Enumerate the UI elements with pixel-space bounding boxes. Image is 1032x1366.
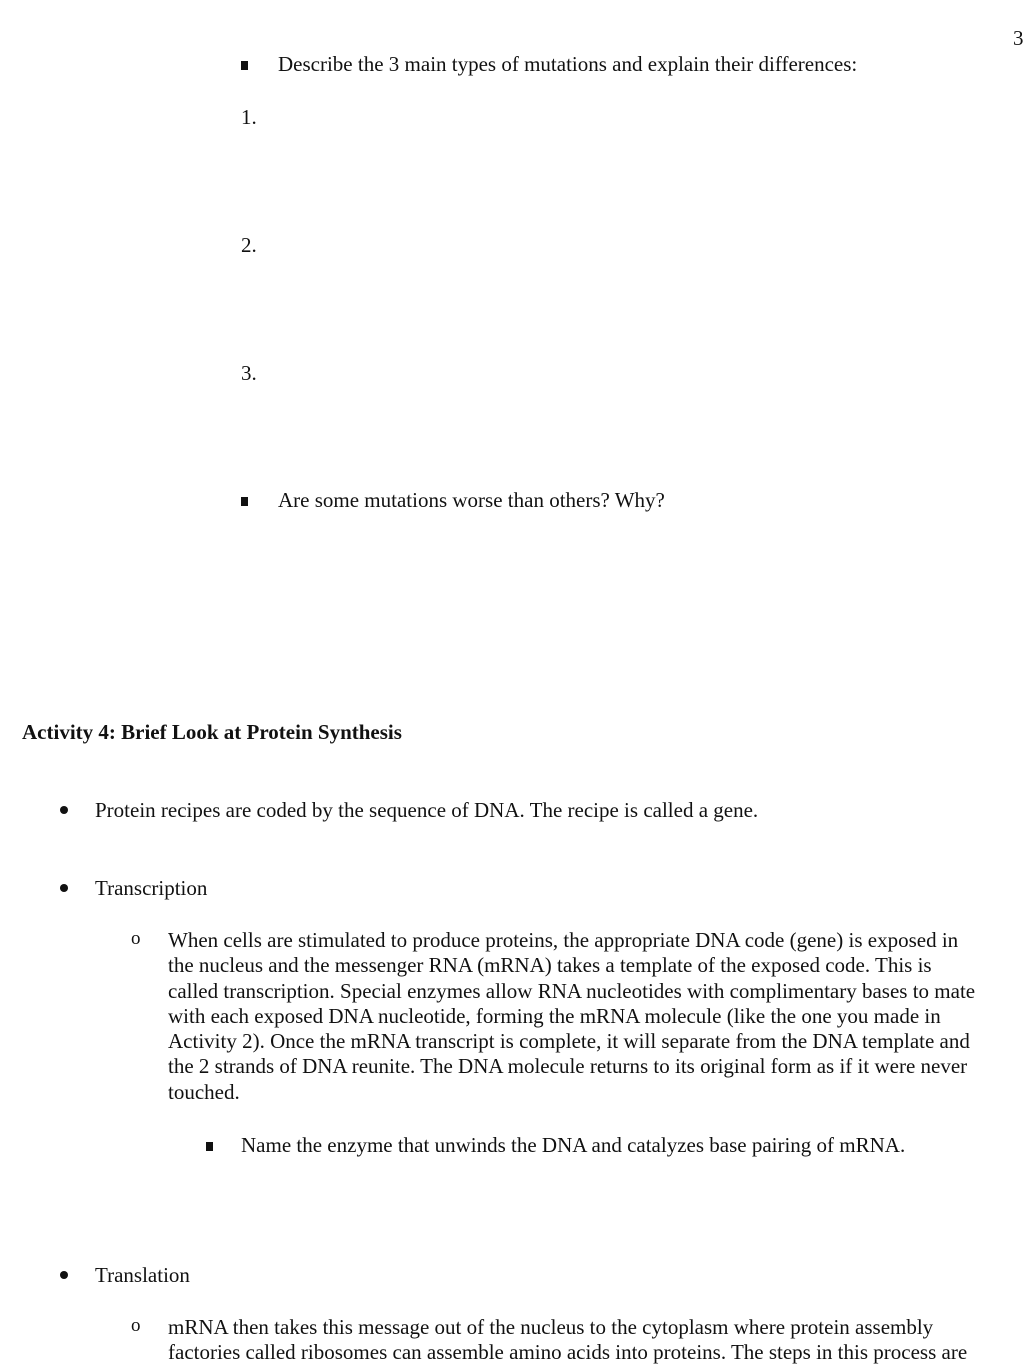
question-mutations-worse: Are some mutations worse than others? Why? (278, 488, 665, 512)
transcription-paragraph (168, 928, 1030, 1105)
paragraph-line: factories called ribosomes can assemble amino acids into proteins. The steps in this process are (168, 1340, 968, 1365)
paragraph-line: the 2 strands of DNA reunite. The DNA molecule returns to its original form as if it were never (168, 1054, 968, 1079)
paragraph-line: Activity 2). Once the mRNA transcript is complete, it will separate from the DNA template and (168, 1029, 970, 1054)
circle-bullet-icon: o (131, 928, 141, 949)
paragraph-line: mRNA then takes this message out of the nucleus to the cytoplasm where protein assembly (168, 1315, 934, 1339)
question-enzyme: Name the enzyme that unwinds the DNA and catalyzes base pairing of mRNA. (241, 1133, 906, 1157)
paragraph-line: called transcription. Special enzymes allow RNA nucleotides with complimentary bases to mate (168, 978, 976, 1003)
question-mutation-types: Describe the 3 main types of mutations and explain their differences: (278, 52, 858, 76)
page-number: 3 (1013, 26, 1024, 50)
paragraph-line: When cells are stimulated to produce proteins, the appropriate DNA code (gene) is exposed in (168, 928, 959, 952)
bullet-dot-icon (60, 1271, 68, 1279)
answer-number-1: 1. (241, 105, 257, 129)
square-bullet-icon (241, 497, 248, 506)
activity-heading: Activity 4: Brief Look at Protein Synthesis (22, 720, 402, 744)
bullet-transcription: Transcription (95, 876, 208, 900)
bullet-dot-icon (60, 806, 68, 814)
square-bullet-icon (206, 1142, 213, 1151)
answer-number-2: 2. (241, 233, 257, 257)
paragraph-line: touched. (168, 1079, 240, 1104)
circle-bullet-icon: o (131, 1315, 141, 1336)
paragraph-line: with each exposed DNA nucleotide, forming the mRNA molecule (like the one you made in (168, 1003, 941, 1028)
bullet-dot-icon (60, 884, 68, 892)
bullet-protein-recipes: Protein recipes are coded by the sequence of DNA. The recipe is called a gene. (95, 798, 759, 822)
answer-number-3: 3. (241, 361, 257, 385)
translation-paragraph (168, 1315, 1030, 1366)
square-bullet-icon (241, 61, 248, 70)
bullet-translation: Translation (95, 1263, 190, 1287)
paragraph-line: the nucleus and the messenger RNA (mRNA) takes a template of the exposed code. This is (168, 953, 932, 978)
